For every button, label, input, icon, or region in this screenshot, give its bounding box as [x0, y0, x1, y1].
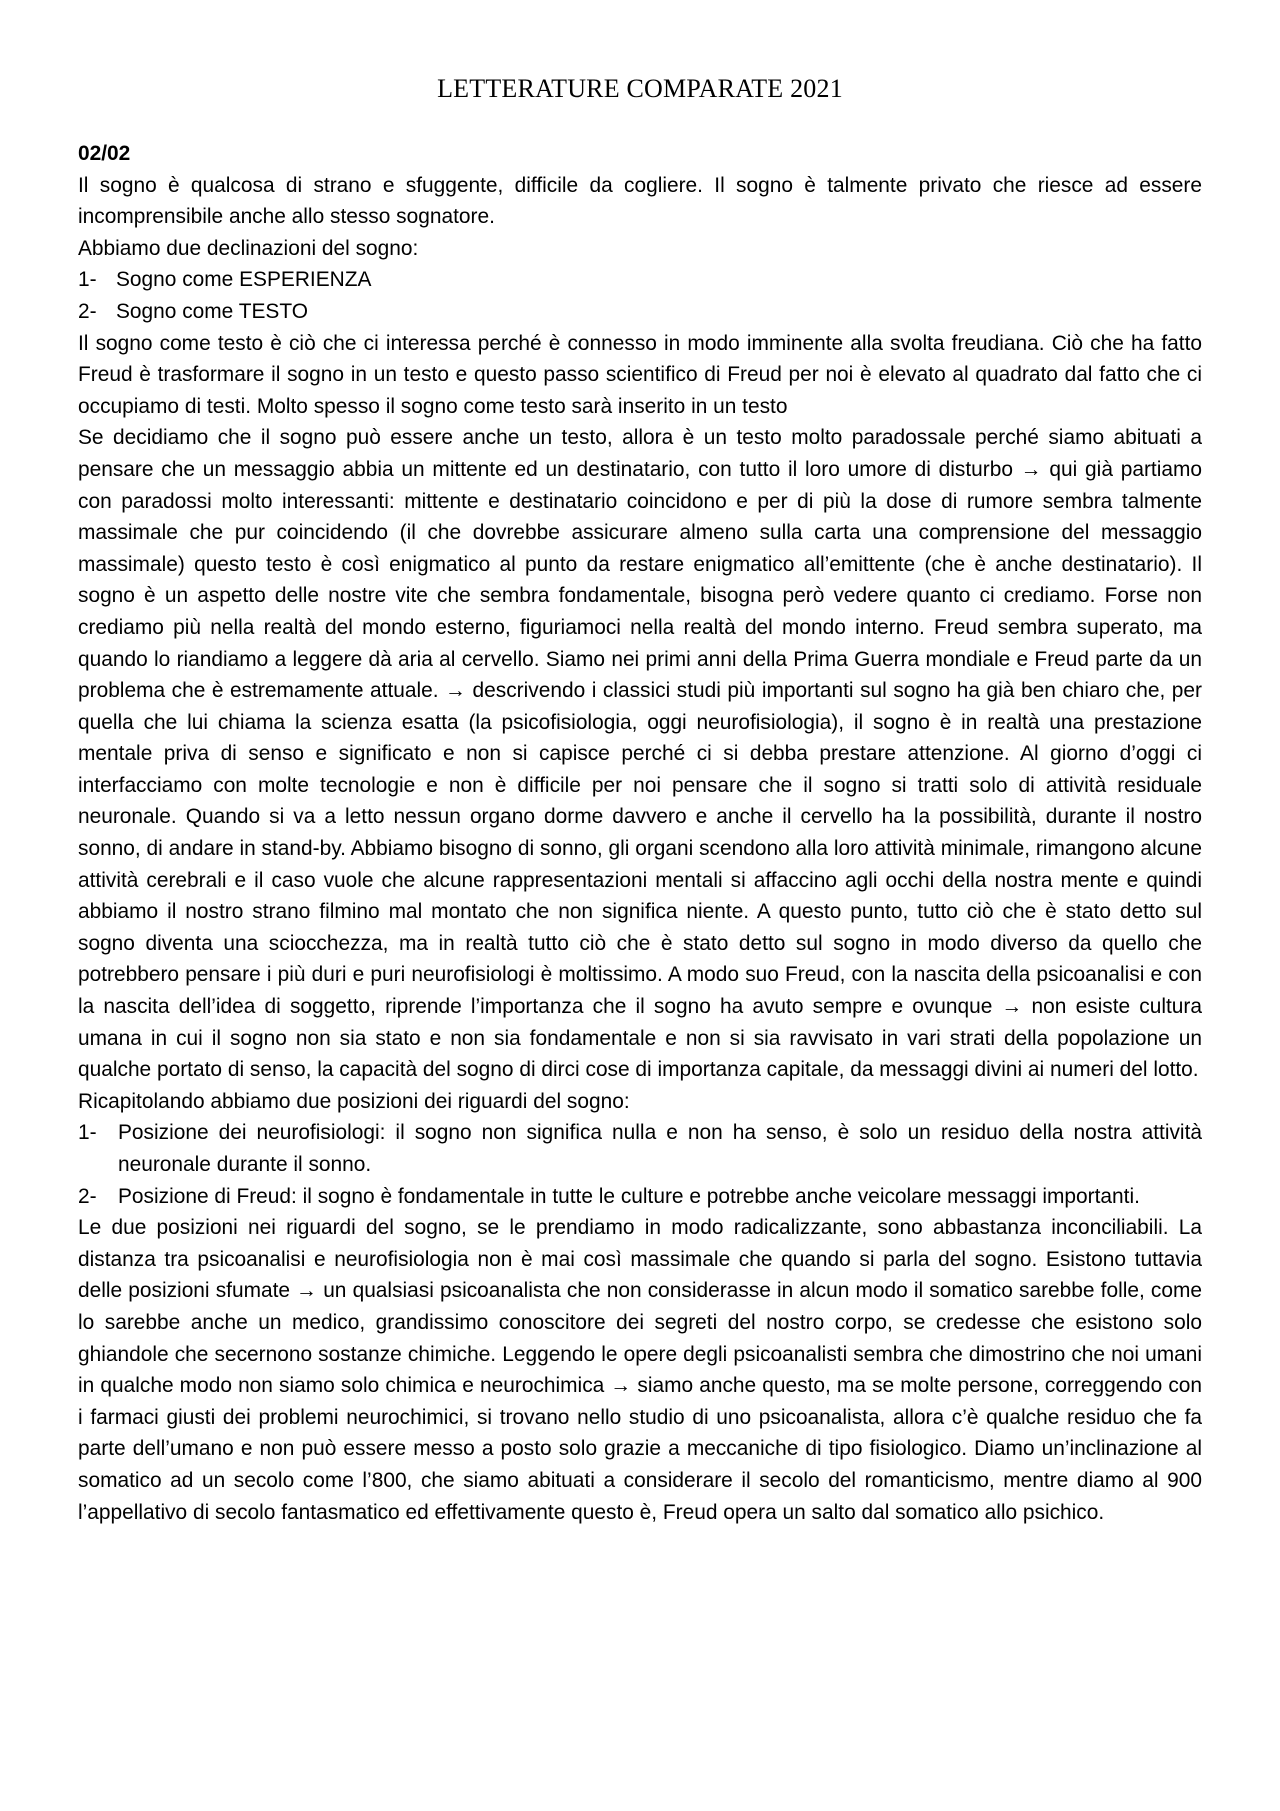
- paragraph-positions: Le due posizioni nei riguardi del sogno, se le prendiamo in modo radicalizzante, sono abbastanza inconciliabili. La distanza tra psicoanalisi e neurofisiologia non è mai così massimale che quando si parla del sogno. Esistono tuttavia delle posizioni sfumate → un qualsiasi psicoanalista che non considerasse in alcun modo il somatico sarebbe folle, come lo sarebbe anche un medico, grandissimo conoscitore dei segreti del nostro corpo, se credesse che esistono solo ghiandole che secernono sostanze chimiche. Leggendo le opere degli psicoanalisti sembra che dimostrino che noi umani in qualche modo non siamo solo chimica e neurochimica → siamo anche questo, ma se molte persone, correggendo con i farmaci giusti dei problemi neurochimici, si trovano nello studio di uno psicoanalista, allora c’è qualche residuo che fa parte dell’umano e non può essere messo a posto solo grazie a meccaniche di tipo fisiologico. Diamo un’inclinazione al somatico ad un secolo come l’800, che siamo abituati a considerare il secolo del romanticismo, mentre diamo al 900 l’appellativo di secolo fantasmatico ed effettivamente questo è, Freud opera un salto dal somatico allo psichico.: [78, 1216, 1202, 1524]
- list-item-text: Sogno come ESPERIENZA: [116, 268, 372, 292]
- list-item-text: Posizione di Freud: il sogno è fondamentale in tutte le culture e potrebbe anche veicolare messaggi importanti.: [118, 1184, 1140, 1208]
- list-item-number: 2-: [78, 299, 97, 323]
- paragraph-paradox: Se decidiamo che il sogno può essere anche un testo, allora è un testo molto paradossale perché siamo abituati a pensare che un messaggio abbia un mittente ed un destinatario, con tutto il loro umore di disturbo → qui già partiamo con paradossi molto interessanti: mittente e destinatario coincidono e per di più la dose di rumore sembra talmente massimale che pur coincidendo (il che dovrebbe assicurare almeno sulla carta una comprensione del messaggio massimale) questo testo è così enigmatico al punto da restare enigmatico all’emittente (che è anche destinatario). Il sogno è un aspetto delle nostre vite che sembra fondamentale, bisogna però vedere quanto ci crediamo. Forse non crediamo più nella realtà del mondo esterno, figuriamoci nella realtà del mondo interno. Freud sembra superato, ma quando lo riandiamo a leggere dà aria al cervello. Siamo nei primi anni della Prima Guerra mondiale e Freud parte da un problema che è estremamente attuale. → descrivendo i classici studi più importanti sul sogno ha già ben chiaro che, per quella che lui chiama la scienza esatta (la psicofisiologia, oggi neurofisiologia), il sogno è in realtà una prestazione mentale priva di senso e significato e non si capisce perché ci si debba prestare attenzione. Al giorno d’oggi ci interfacciamo con molte tecnologie e non è difficile per noi pensare che il sogno si tratti solo di attività residuale neuronale. Quando si va a letto nessun organo dorme davvero e anche il cervello ha la possibilità, durante il nostro sonno, di andare in stand-by. Abbiamo bisogno di sonno, gli organi scendono alla loro attività minimale, rimangono alcune attività cerebrali e il caso vuole che alcune rappresentazioni mentali si affaccino agli occhi della nostra mente e quindi abbiamo il nostro strano filmino mal montato che non significa niente. A questo punto, tutto ciò che è stato detto sul sogno diventa una sciocchezza, ma in realtà tutto ciò che è stato detto sul sogno in modo diverso da quello che potrebbero pensare i più duri e puri neurofisiologi è moltissimo. A modo suo Freud, con la nascita della psicoanalisi e con la nascita dell’idea di soggetto, riprende l’importanza che il sogno ha avuto sempre e ovunque → non esiste cultura umana in cui il sogno non sia stato e non sia fondamentale e non si sia ravvisato in vari strati della popolazione un qualche portato di senso, la capacità del sogno di dirci cose di importanza capitale, da messaggi divini ai numeri del lotto.: [78, 426, 1202, 1082]
- list-item-number: 2-: [78, 1184, 97, 1208]
- list-item: [78, 1181, 1202, 1213]
- paragraph-declinations: Abbiamo due declinazioni del sogno:: [78, 236, 419, 260]
- document-title: LETTERATURE COMPARATE 2021: [437, 74, 843, 103]
- list-item-number: 1-: [78, 1121, 97, 1145]
- list-item: [78, 296, 1202, 328]
- paragraph-intro: Il sogno è qualcosa di strano e sfuggente, difficile da cogliere. Il sogno è talmente privato che riesce ad essere incomprensibile anche allo stesso sognatore.: [78, 173, 1202, 229]
- list-item: [78, 1117, 1202, 1180]
- list-item-text: Sogno come TESTO: [116, 299, 308, 323]
- paragraph-recap: Ricapitolando abbiamo due posizioni dei riguardi del sogno:: [78, 1089, 630, 1113]
- lecture-date: 02/02: [78, 142, 131, 165]
- list-item: [78, 264, 1202, 296]
- list-item-number: 1-: [78, 268, 97, 292]
- list-item-text: Posizione dei neurofisiologi: il sogno non significa nulla e non ha senso, è solo un residuo della nostra attività neuronale durante il sonno.: [118, 1121, 1202, 1176]
- paragraph-text-freud: Il sogno come testo è ciò che ci interessa perché è connesso in modo imminente alla svolta freudiana. Ciò che ha fatto Freud è trasformare il sogno in un testo e questo passo scientifico di Freud per noi è elevato al quadrato dal fatto che ci occupiamo di testi. Molto spesso il sogno come testo sarà inserito in un testo: [78, 331, 1202, 418]
